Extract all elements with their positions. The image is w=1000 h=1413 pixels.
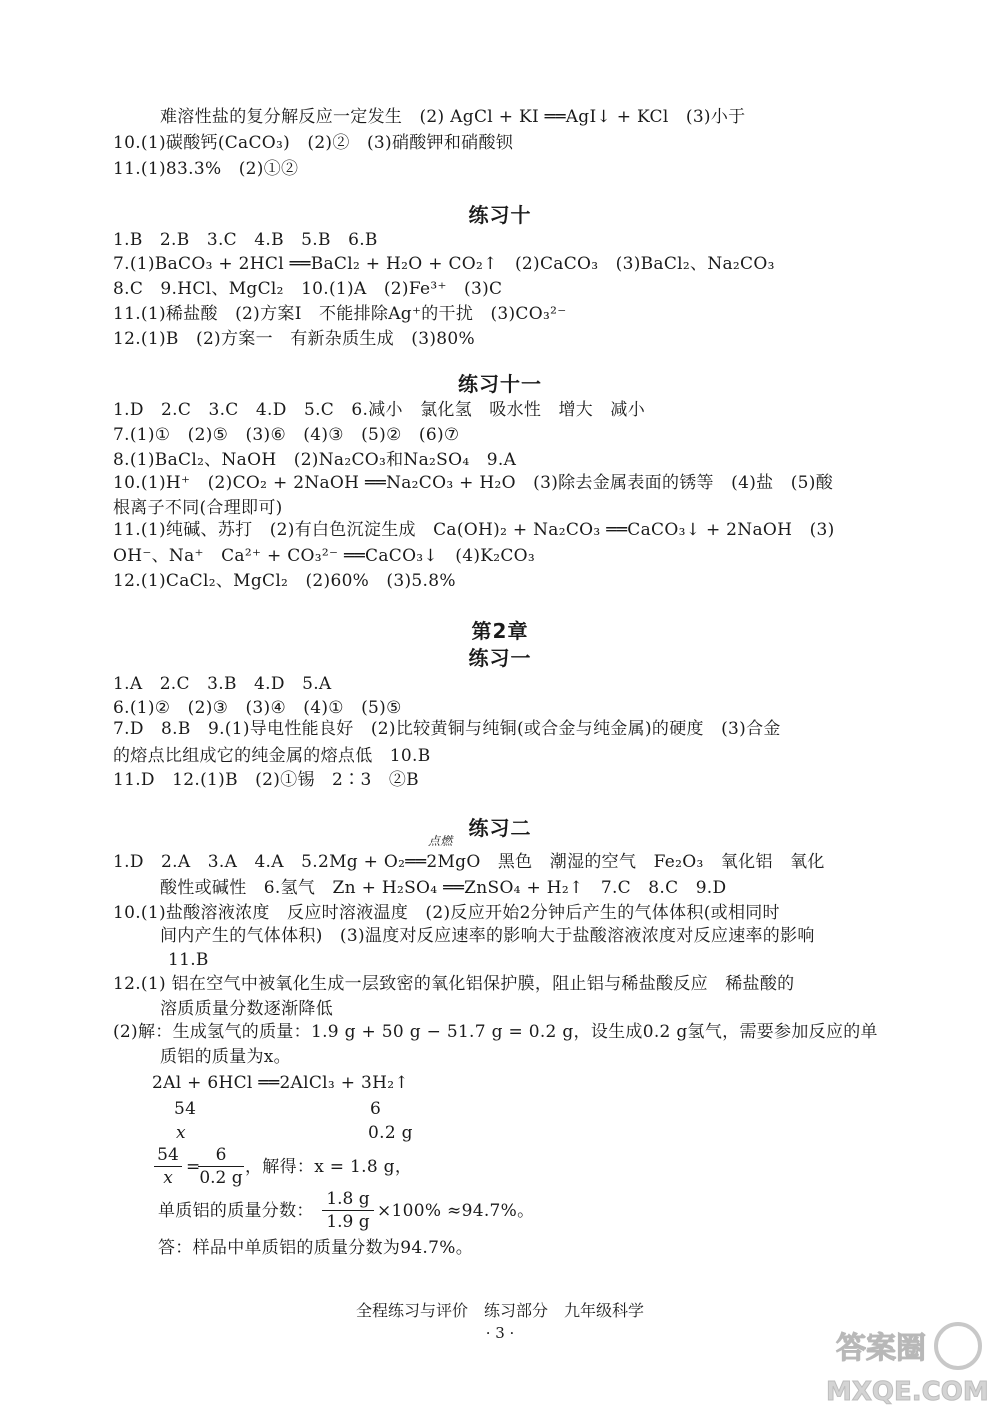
text-line: 的熔点比组成它的纯金属的熔点低 10.B bbox=[113, 746, 431, 766]
chemical-equation: 2Al + 6HCl ══2AlCl₃ + 3H₂↑ bbox=[152, 1073, 409, 1093]
fraction-bar bbox=[198, 1166, 244, 1167]
section-heading: 练习一 bbox=[468, 646, 532, 670]
section-heading: 练习十 bbox=[468, 203, 532, 227]
text-line: 根离子不同(合理即可) bbox=[113, 498, 283, 518]
text-line: 1.A 2.C 3.B 4.D 5.A bbox=[113, 674, 332, 694]
text-line: (2)解：生成氢气的质量：1.9 g + 50 g − 51.7 g = 0.2 g，设生成0.2 g氢气，需要参加反应的单 bbox=[113, 1022, 878, 1042]
fraction-bar bbox=[154, 1166, 182, 1167]
mass-value: 6 bbox=[370, 1099, 382, 1119]
text-line: 11.(1)纯碱、苏打 (2)有白色沉淀生成 Ca(OH)₂ + Na₂CO₃ ══CaCO₃↓ + 2NaOH (3) bbox=[113, 520, 835, 540]
watermark-graphic bbox=[820, 1318, 990, 1408]
text-line: 8.(1)BaCl₂、NaOH (2)Na₂CO₃和Na₂SO₄ 9.A bbox=[113, 450, 517, 470]
mass-value: x bbox=[176, 1123, 186, 1143]
watermark-text: 答案圈 bbox=[836, 1331, 926, 1366]
page-number: · 3 · bbox=[485, 1324, 515, 1342]
text-line: 11.(1)稀盐酸 (2)方案Ⅰ 不能排除Ag⁺的干扰 (3)CO₃²⁻ bbox=[113, 304, 567, 324]
fraction-numerator: 54 bbox=[157, 1145, 179, 1165]
fraction-denominator: x bbox=[163, 1168, 173, 1188]
mass-value: 54 bbox=[174, 1099, 197, 1119]
text-line: 11.(1)83.3% (2)①② bbox=[113, 159, 299, 179]
text-line: 12.(1)CaCl₂、MgCl₂ (2)60% (3)5.8% bbox=[113, 571, 456, 591]
text-line: OH⁻、Na⁺ Ca²⁺ + CO₃²⁻ ══CaCO₃↓ (4)K₂CO₃ bbox=[113, 546, 536, 566]
text-line: 11.B bbox=[168, 950, 209, 970]
text-line: 10.(1)碳酸钙(CaCO₃) (2)② (3)硝酸钾和硝酸钡 bbox=[113, 133, 514, 153]
answer-line: 答：样品中单质铝的质量分数为94.7%。 bbox=[158, 1238, 474, 1258]
text-line: 质铝的质量为x。 bbox=[160, 1047, 291, 1067]
footer-title: 全程练习与评价 练习部分 九年级科学 bbox=[355, 1301, 644, 1320]
text-line: 10.(1)盐酸溶液浓度 反应时溶液温度 (2)反应开始2分钟后产生的气体体积(或相同时 bbox=[113, 903, 780, 923]
text-line: 12.(1)B (2)方案一 有新杂质生成 (3)80% bbox=[113, 329, 475, 349]
text-line: 7.D 8.B 9.(1)导电性能良好 (2)比较黄铜与纯铜(或合金与纯金属)的硬度 (3)合金 bbox=[113, 719, 781, 739]
mass-value: 0.2 g bbox=[368, 1123, 413, 1143]
text-line: 酸性或碱性 6.氢气 Zn + H₂SO₄ ══ZnSO₄ + H₂↑ 7.C 8.C 9.D bbox=[160, 878, 727, 898]
fraction-bar bbox=[322, 1210, 374, 1211]
fraction-numerator: 6 bbox=[215, 1145, 227, 1165]
text-line: 难溶性盐的复分解反应一定发生 (2) AgCl + KI ══AgI↓ + KCl (3)小于 bbox=[160, 107, 746, 127]
section-heading: 练习二 bbox=[468, 816, 532, 840]
text-line: 溶质质量分数逐渐降低 bbox=[160, 999, 333, 1019]
chapter-heading: 第2章 bbox=[471, 619, 529, 643]
text-line: 10.(1)H⁺ (2)CO₂ + 2NaOH ══Na₂CO₃ + H₂O (3)除去金属表面的锈等 (4)盐 (5)酸 bbox=[113, 473, 834, 493]
fraction-denominator: 0.2 g bbox=[199, 1168, 243, 1188]
text-line: 7.(1)BaCO₃ + 2HCl ══BaCl₂ + H₂O + CO₂↑ (2)CaCO₃ (3)BaCl₂、Na₂CO₃ bbox=[113, 254, 775, 274]
text-line: ，解得：x = 1.8 g， bbox=[245, 1157, 413, 1177]
text-line: 7.(1)① (2)⑤ (3)⑥ (4)③ (5)② (6)⑦ bbox=[113, 425, 460, 445]
text-line: 单质铝的质量分数： bbox=[158, 1201, 314, 1221]
equals-sign: = bbox=[186, 1157, 201, 1177]
text-line: ×100% ≈94.7%。 bbox=[377, 1201, 535, 1221]
text-line: 12.(1) 铝在空气中被氧化生成一层致密的氧化铝保护膜，阻止铝与稀盐酸反应 稀盐酸的 bbox=[113, 974, 795, 994]
text-line: 6.(1)② (2)③ (3)④ (4)① (5)⑤ bbox=[113, 698, 402, 718]
text-line: 1.D 2.C 3.C 4.D 5.C 6.减小 氯化氢 吸水性 增大 减小 bbox=[113, 400, 645, 420]
watermark-url: MXQE.COM bbox=[826, 1377, 989, 1407]
text-line: 1.D 2.A 3.A 4.A 5.2Mg + O₂══2MgO 黑色 潮湿的空气 Fe₂O₃ 氧化铝 氧化 bbox=[113, 852, 825, 872]
text-line: 1.B 2.B 3.C 4.B 5.B 6.B bbox=[113, 230, 378, 250]
fraction-denominator: 1.9 g bbox=[326, 1212, 370, 1232]
fraction-numerator: 1.8 g bbox=[326, 1189, 370, 1209]
text-line: 间内产生的气体体积) (3)温度对反应速率的影响大于盐酸溶液浓度对反应速率的影响 bbox=[160, 926, 815, 946]
condition-label: 点燃 bbox=[428, 834, 453, 848]
section-heading: 练习十一 bbox=[458, 372, 542, 396]
text-line: 11.D 12.(1)B (2)①锡 2∶3 ②B bbox=[113, 770, 419, 790]
watermark-logo bbox=[820, 1318, 990, 1408]
text-line: 8.C 9.HCl、MgCl₂ 10.(1)A (2)Fe³⁺ (3)C bbox=[113, 279, 503, 299]
